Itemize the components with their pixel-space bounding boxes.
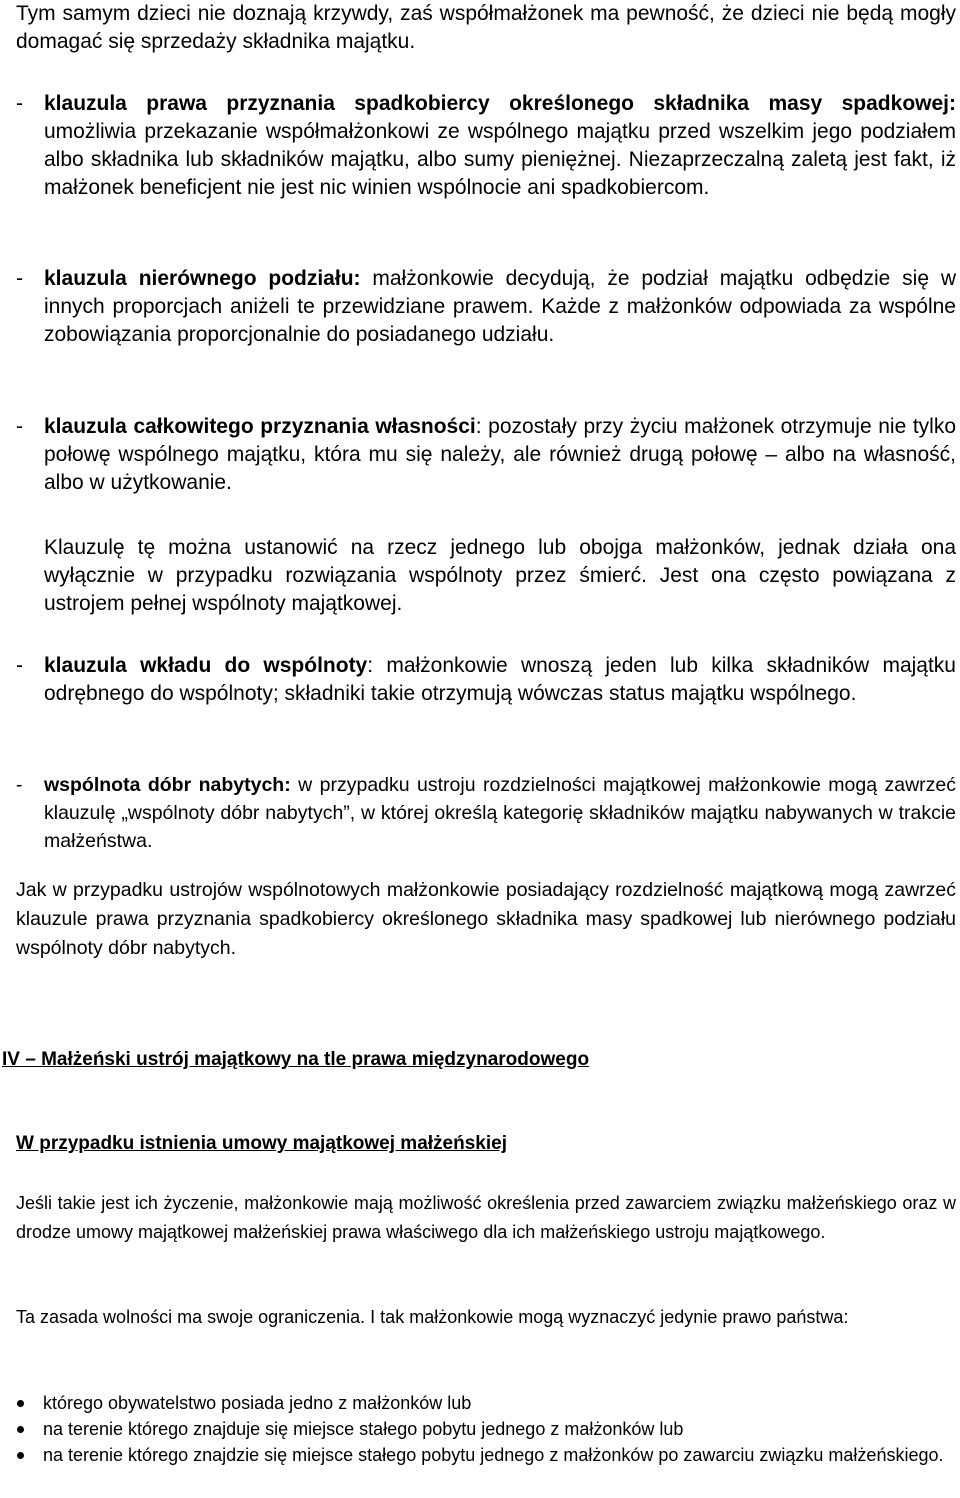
limits-paragraph [16,1303,956,1332]
clause-body: : małżonkowie wnoszą jeden lub kilka składników majątku odrębnego do wspólnoty; składniki takie otrzymują wówczas status majątku wspólnego. [44,654,956,705]
choice-paragraph [16,1189,956,1246]
bullet-icon [17,1452,24,1459]
clause-item-acquired-property [16,771,956,855]
clause-title: wspólnota dóbr nabytych: [44,774,291,796]
dash-marker: - [16,92,23,115]
section-heading: IV – Małżeński ustrój majątkowy na tle prawa międzynarodowego [2,1049,590,1070]
bullet-icon [17,1426,24,1433]
choice-text: Jeśli takie jest ich życzenie, małżonkowie mają możliwość określenia przed zawarciem związku małżeńskiego oraz w drodze umowy majątkowej małżeńskiej prawa właściwego dla ich małżeńskiego ustroju majątkowego. [16,1193,956,1242]
dash-marker: - [16,774,23,796]
clause-title: klauzula wkładu do wspólnoty [44,654,368,677]
intro-text: Tym samym dzieci nie doznają krzywdy, zaś współmałżonek ma pewność, że dzieci nie będą mogły domagać się sprzedaży składnika majątku. [16,2,956,53]
list-item [16,1390,956,1416]
clause-note [16,534,956,618]
dash-marker: - [16,654,23,677]
list-item-text: którego obywatelstwo posiada jedno z małżonków lub [43,1393,472,1413]
intro-paragraph [16,0,956,56]
clause-body: umożliwia przekazanie współmałżonkowi ze wspólnego majątku przed wszelkim jego podziałem albo składnika lub składników majątku, albo sumy pieniężnej. Niezaprzeczalną zaletą jest fakt, iż małżonek beneficjent nie jest nic winien wspólnocie ani spadkobiercom. [44,120,956,199]
separation-paragraph [16,876,956,963]
clause-title: klauzula prawa przyznania spadkobiercy określonego składnika masy spadkowej: [44,92,956,115]
bullet-icon [17,1400,24,1407]
clause-body: : pozostały przy życiu małżonek otrzymuje nie tylko połowę wspólnego majątku, która mu się należy, ale również drugą połowę – albo na własność, albo w użytkowanie. [44,415,957,494]
state-law-list [16,1390,956,1468]
clause-title: klauzula nierównego podziału: [44,267,361,290]
clause-item-contribution [16,652,956,708]
clause-note-text: Klauzulę tę można ustanowić na rzecz jednego lub obojga małżonków, jednak działa ona wyłącznie w przypadku rozwiązania wspólnoty przez śmierć. Jest ona często powiązana z ustrojem pełnej wspólnoty majątkowej. [44,536,956,615]
dash-marker: - [16,267,23,290]
clause-title: klauzula całkowitego przyznania własności [44,415,476,438]
list-item-text: na terenie którego znajdzie się miejsce stałego pobytu jednego z małżonków po zawarciu związku małżeńskiego. [43,1445,944,1465]
clause-body: w przypadku ustroju rozdzielności majątkowej małżonkowie mogą zawrzeć klauzulę „wspólnoty dóbr nabytych”, w której określą kategorię składników majątku nabywanych w trakcie małżeństwa. [44,774,956,852]
list-item-text: na terenie którego znajduje się miejsce stałego pobytu jednego z małżonków lub [43,1419,684,1439]
separation-text: Jak w przypadku ustrojów wspólnotowych małżonkowie posiadający rozdzielność majątkową mogą zawrzeć klauzule prawa przyznania spadkobiercy określonego składnika masy spadkowej lub nierównego podziału wspólnoty dóbr nabytych. [16,879,956,959]
clause-body: małżonkowie decydują, że podział majątku odbędzie się w innych proporcjach aniżeli te przewidziane prawem. Każde z małżonków odpowiada za wspólne zobowiązania proporcjonalnie do posiadanego udziału. [44,267,956,346]
sub-heading: W przypadku istnienia umowy majątkowej małżeńskiej [16,1133,507,1154]
list-item [16,1442,956,1468]
clause-item-full-ownership [16,413,956,497]
clause-item-inheritance [16,90,956,202]
dash-marker: - [16,415,23,438]
clause-item-unequal-division [16,265,956,349]
list-item [16,1416,956,1442]
limits-text: Ta zasada wolności ma swoje ograniczenia. I tak małżonkowie mogą wyznaczyć jedynie prawo państwa: [16,1307,849,1327]
